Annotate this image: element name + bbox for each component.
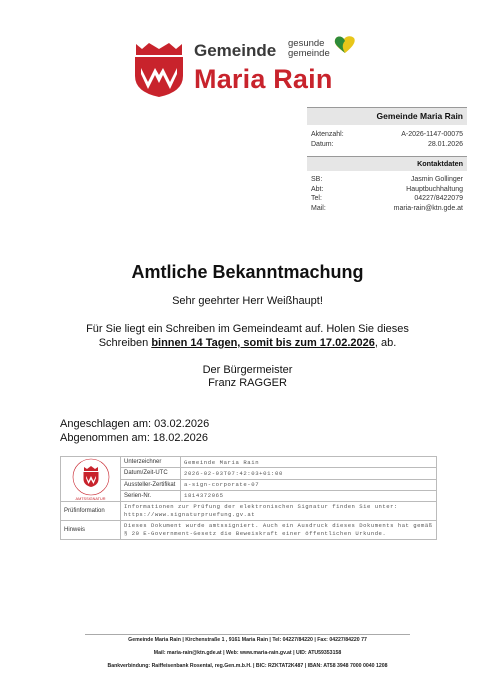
signer-value: Gemeinde Maria Rain bbox=[181, 457, 437, 468]
reference-row bbox=[307, 130, 467, 140]
removed-date: Abgenommen am: 18.02.2026 bbox=[60, 431, 208, 444]
verification-label: Prüfinformation bbox=[61, 502, 121, 521]
coat-of-arms-icon bbox=[133, 42, 185, 98]
contact-label: Mail: bbox=[311, 204, 326, 212]
seal-bottom-text: AMTSSIGNATUR bbox=[75, 497, 106, 501]
body-text-part2: , ab. bbox=[374, 337, 397, 349]
signature-row bbox=[61, 457, 437, 468]
contact-heading: Kontaktdaten bbox=[307, 156, 467, 171]
municipality-logo bbox=[133, 36, 363, 100]
signer-label: Unterzeichner bbox=[121, 457, 181, 468]
signature-row bbox=[61, 521, 437, 540]
mayor-name: Franz RAGGER bbox=[208, 377, 287, 389]
logo-word-gemeinde: Gemeinde bbox=[194, 41, 277, 60]
deadline-text: binnen 14 Tagen, somit bis zum 17.02.2026 bbox=[151, 337, 375, 349]
signature-table bbox=[60, 456, 437, 540]
logo-tagline bbox=[288, 39, 330, 59]
posting-dates bbox=[60, 418, 209, 445]
serial-label: Serien-Nr. bbox=[121, 490, 181, 501]
posted-date: Angeschlagen am: 03.02.2026 bbox=[60, 418, 210, 430]
verification-value: Informationen zur Prüfung der elektronischen Signatur finden Sie unter: https://www.signaturpruefung.gv.at bbox=[121, 502, 437, 521]
document-title: Amtliche Bekanntmachung bbox=[131, 262, 364, 282]
contact-row bbox=[307, 175, 467, 185]
signature-row bbox=[61, 502, 437, 521]
date-row bbox=[307, 140, 467, 150]
contact-value[interactable]: maria-rain@ktn.gde.at bbox=[393, 204, 463, 212]
contact-label: Abt: bbox=[311, 185, 324, 193]
official-seal-icon bbox=[71, 457, 111, 497]
serial-value: 1814372065 bbox=[181, 490, 437, 501]
signature-block bbox=[0, 364, 495, 390]
timestamp-value: 2026-02-03T07:42:03+01:00 bbox=[181, 468, 437, 479]
salutation: Sehr geehrter Herr Weißhaupt! bbox=[172, 295, 323, 307]
logo-tagline-line1: gesunde bbox=[288, 38, 325, 49]
reference-rows bbox=[307, 125, 467, 156]
footer-address: Gemeinde Maria Rain | Kirchenstraße 1 , 9161 Maria Rain | Tel: 04227/84220 | Fax: 04227/84220 77 bbox=[128, 637, 367, 643]
logo-tagline-line2: gemeinde bbox=[288, 48, 330, 59]
body-text-part1: Für Sie liegt ein Schreiben im Gemeindeamt auf. Holen Sie dieses Schreiben bbox=[86, 323, 409, 349]
info-box bbox=[307, 107, 467, 213]
contact-rows bbox=[307, 171, 467, 213]
date-value: 28.01.2026 bbox=[427, 140, 463, 148]
notice-value: Dieses Dokument wurde amtssigniert. Auch ein Ausdruck dieses Dokuments hat gemäß § 20 E-Government-Gesetz die Beweiskraft einer öffentlichen Urkunde. bbox=[121, 521, 437, 540]
heart-icon bbox=[333, 35, 357, 55]
contact-row bbox=[307, 204, 467, 214]
notice-label: Hinweis bbox=[61, 521, 121, 540]
contact-value: Hauptbuchhaltung bbox=[406, 185, 463, 193]
contact-row bbox=[307, 194, 467, 204]
contact-value: Jasmin Gollinger bbox=[410, 176, 463, 183]
footer-bank: Bankverbindung: Raiffeisenbank Rosental, reg.Gen.m.b.H. | BIC: RZKTAT2K487 | IBAN: AT58 3948 7000 0040 1208 bbox=[107, 663, 388, 669]
reference-label: Aktenzahl: bbox=[311, 131, 344, 138]
timestamp-label: Datum/Zeit-UTC bbox=[121, 468, 181, 479]
body-paragraph bbox=[60, 322, 435, 350]
certificate-label: Aussteller-Zertifikat bbox=[121, 479, 181, 490]
contact-label: SB: bbox=[311, 176, 323, 183]
date-label: Datum: bbox=[311, 140, 334, 148]
contact-row bbox=[307, 185, 467, 195]
footer-divider bbox=[85, 634, 410, 635]
certificate-value: a-sign-corporate-07 bbox=[181, 479, 437, 490]
info-box-heading: Gemeinde Maria Rain bbox=[307, 107, 467, 125]
logo-word-maria-rain: Maria Rain bbox=[194, 64, 333, 94]
mayor-title: Der Bürgermeister bbox=[202, 364, 293, 376]
reference-value: A-2026-1147-00075 bbox=[401, 131, 463, 138]
footer-contact: Mail: maria-rain@ktn.gde.at | Web: www.maria-rain.gv.at | UID: ATU59353158 bbox=[153, 650, 342, 656]
contact-label: Tel: bbox=[311, 195, 322, 202]
official-seal bbox=[61, 457, 121, 502]
contact-value: 04227/8422079 bbox=[414, 195, 463, 202]
